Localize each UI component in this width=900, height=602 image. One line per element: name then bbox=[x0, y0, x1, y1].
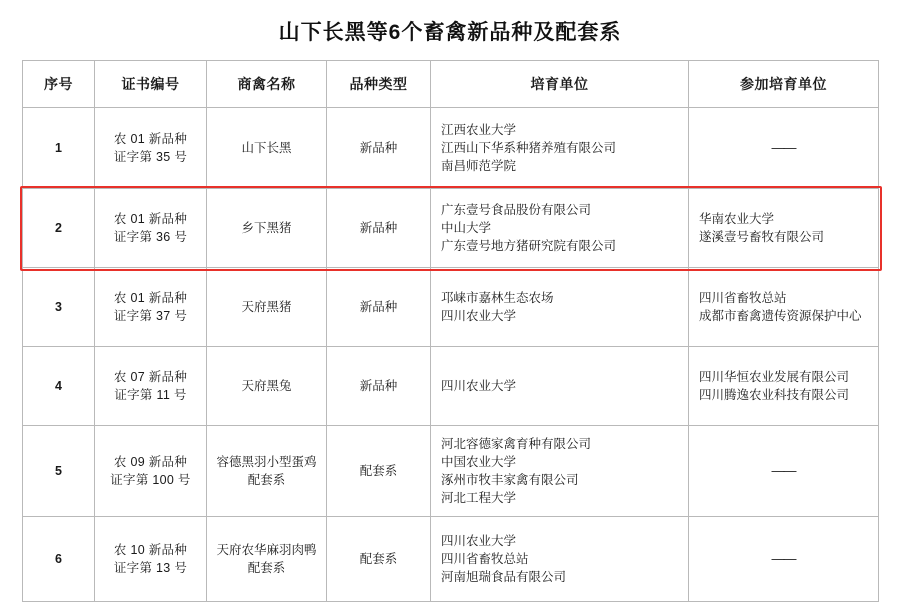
cell-line: 四川华恒农业发展有限公司 bbox=[699, 369, 850, 384]
cell-breed-name bbox=[207, 347, 327, 426]
cell-certificate-number bbox=[95, 517, 207, 602]
empty-dash: —— bbox=[771, 550, 796, 566]
table-row bbox=[23, 347, 879, 426]
cell-line: 河北容德家禽育种有限公司 bbox=[441, 436, 592, 451]
cell-certificate-number bbox=[95, 189, 207, 268]
cell-certificate-number bbox=[95, 268, 207, 347]
cell-index: 6 bbox=[23, 517, 95, 602]
cell-breeding-unit bbox=[431, 347, 689, 426]
cell-participating-unit bbox=[689, 347, 879, 426]
cell-line: 江西山下华系种猪养殖有限公司 bbox=[441, 140, 617, 155]
cell-line: 农 09 新品种 bbox=[113, 454, 188, 469]
cell-index: 4 bbox=[23, 347, 95, 426]
empty-dash: —— bbox=[771, 462, 796, 478]
cell-line: 四川农业大学 bbox=[441, 533, 517, 548]
cell-line: 山下长黑 bbox=[241, 140, 292, 155]
cell-line: 证字第 35 号 bbox=[113, 150, 188, 164]
cell-line: 乡下黑猪 bbox=[241, 220, 292, 235]
cell-participating-unit bbox=[689, 517, 879, 602]
cell-line: 证字第 36 号 bbox=[113, 230, 188, 244]
column-header-unit: 培育单位 bbox=[431, 61, 689, 108]
breeds-table bbox=[22, 60, 879, 602]
cell-breeding-unit bbox=[431, 189, 689, 268]
cell-participating-unit bbox=[689, 189, 879, 268]
cell-breed-type: 新品种 bbox=[327, 268, 431, 347]
cell-breed-name bbox=[207, 189, 327, 268]
cell-line: 农 01 新品种 bbox=[113, 211, 188, 226]
cell-line: 天府黑兔 bbox=[241, 378, 292, 393]
table-header-row bbox=[23, 61, 879, 108]
cell-line: 广东壹号地方猪研究院有限公司 bbox=[441, 239, 617, 254]
cell-line: 农 07 新品种 bbox=[113, 369, 188, 384]
cell-line: 证字第 37 号 bbox=[113, 309, 188, 323]
page-title: 山下长黑等6个畜禽新品种及配套系 bbox=[278, 21, 622, 44]
table-row bbox=[23, 517, 879, 602]
cell-line: 中国农业大学 bbox=[441, 454, 517, 469]
cell-breeding-unit bbox=[431, 108, 689, 189]
cell-line: 配套系 bbox=[247, 473, 286, 487]
column-header-join: 参加培育单位 bbox=[689, 61, 879, 108]
cell-line: 四川农业大学 bbox=[441, 309, 517, 323]
table-row bbox=[23, 268, 879, 347]
cell-certificate-number bbox=[95, 108, 207, 189]
cell-line: 四川省畜牧总站 bbox=[699, 290, 787, 305]
cell-breed-type: 新品种 bbox=[327, 347, 431, 426]
cell-breeding-unit bbox=[431, 426, 689, 517]
cell-line: 四川省畜牧总站 bbox=[441, 551, 529, 566]
cell-line: 天府农华麻羽肉鸭 bbox=[216, 542, 317, 557]
cell-line: 河南旭瑞食品有限公司 bbox=[441, 570, 567, 585]
cell-line: 证字第 100 号 bbox=[110, 473, 191, 487]
cell-index: 2 bbox=[23, 189, 95, 268]
cell-index: 5 bbox=[23, 426, 95, 517]
cell-breed-name bbox=[207, 268, 327, 347]
cell-certificate-number bbox=[95, 347, 207, 426]
cell-index: 1 bbox=[23, 108, 95, 189]
cell-line: 农 10 新品种 bbox=[113, 542, 188, 557]
cell-line: 邛崃市嘉林生态农场 bbox=[441, 290, 554, 305]
cell-line: 配套系 bbox=[247, 561, 286, 575]
cell-breed-type: 新品种 bbox=[327, 189, 431, 268]
cell-breed-type: 配套系 bbox=[327, 517, 431, 602]
cell-line: 中山大学 bbox=[441, 220, 492, 235]
cell-line: 证字第 11 号 bbox=[114, 388, 187, 402]
cell-breed-name bbox=[207, 517, 327, 602]
cell-breed-type: 新品种 bbox=[327, 108, 431, 189]
table-row bbox=[23, 108, 879, 189]
column-header-cert: 证书编号 bbox=[95, 61, 207, 108]
table-row bbox=[23, 189, 879, 268]
column-header-index: 序号 bbox=[23, 61, 95, 108]
cell-line: 容德黑羽小型蛋鸡 bbox=[216, 454, 317, 469]
cell-line: 农 01 新品种 bbox=[113, 131, 188, 146]
table-body bbox=[23, 108, 879, 602]
cell-line: 华南农业大学 bbox=[699, 211, 775, 226]
cell-line: 四川农业大学 bbox=[441, 378, 517, 393]
cell-breed-type: 配套系 bbox=[327, 426, 431, 517]
cell-breed-name bbox=[207, 426, 327, 517]
cell-line: 天府黑猪 bbox=[241, 299, 292, 314]
cell-participating-unit bbox=[689, 108, 879, 189]
cell-line: 成都市畜禽遗传资源保护中心 bbox=[699, 309, 862, 323]
cell-line: 四川腾逸农业科技有限公司 bbox=[699, 388, 850, 402]
column-header-type: 品种类型 bbox=[327, 61, 431, 108]
cell-participating-unit bbox=[689, 268, 879, 347]
column-header-name: 商禽名称 bbox=[207, 61, 327, 108]
table-row bbox=[23, 426, 879, 517]
cell-index: 3 bbox=[23, 268, 95, 347]
cell-participating-unit bbox=[689, 426, 879, 517]
cell-line: 广东壹号食品股份有限公司 bbox=[441, 202, 592, 217]
cell-line: 涿州市牧丰家禽有限公司 bbox=[441, 473, 579, 487]
cell-breeding-unit bbox=[431, 268, 689, 347]
cell-certificate-number bbox=[95, 426, 207, 517]
empty-dash: —— bbox=[771, 139, 796, 155]
cell-line: 遂溪壹号畜牧有限公司 bbox=[699, 230, 825, 244]
cell-line: 南昌师范学院 bbox=[441, 159, 517, 174]
cell-line: 证字第 13 号 bbox=[113, 561, 188, 575]
cell-breed-name bbox=[207, 108, 327, 189]
cell-breeding-unit bbox=[431, 517, 689, 602]
cell-line: 河北工程大学 bbox=[441, 491, 517, 506]
cell-line: 江西农业大学 bbox=[441, 122, 517, 137]
cell-line: 农 01 新品种 bbox=[113, 290, 188, 305]
